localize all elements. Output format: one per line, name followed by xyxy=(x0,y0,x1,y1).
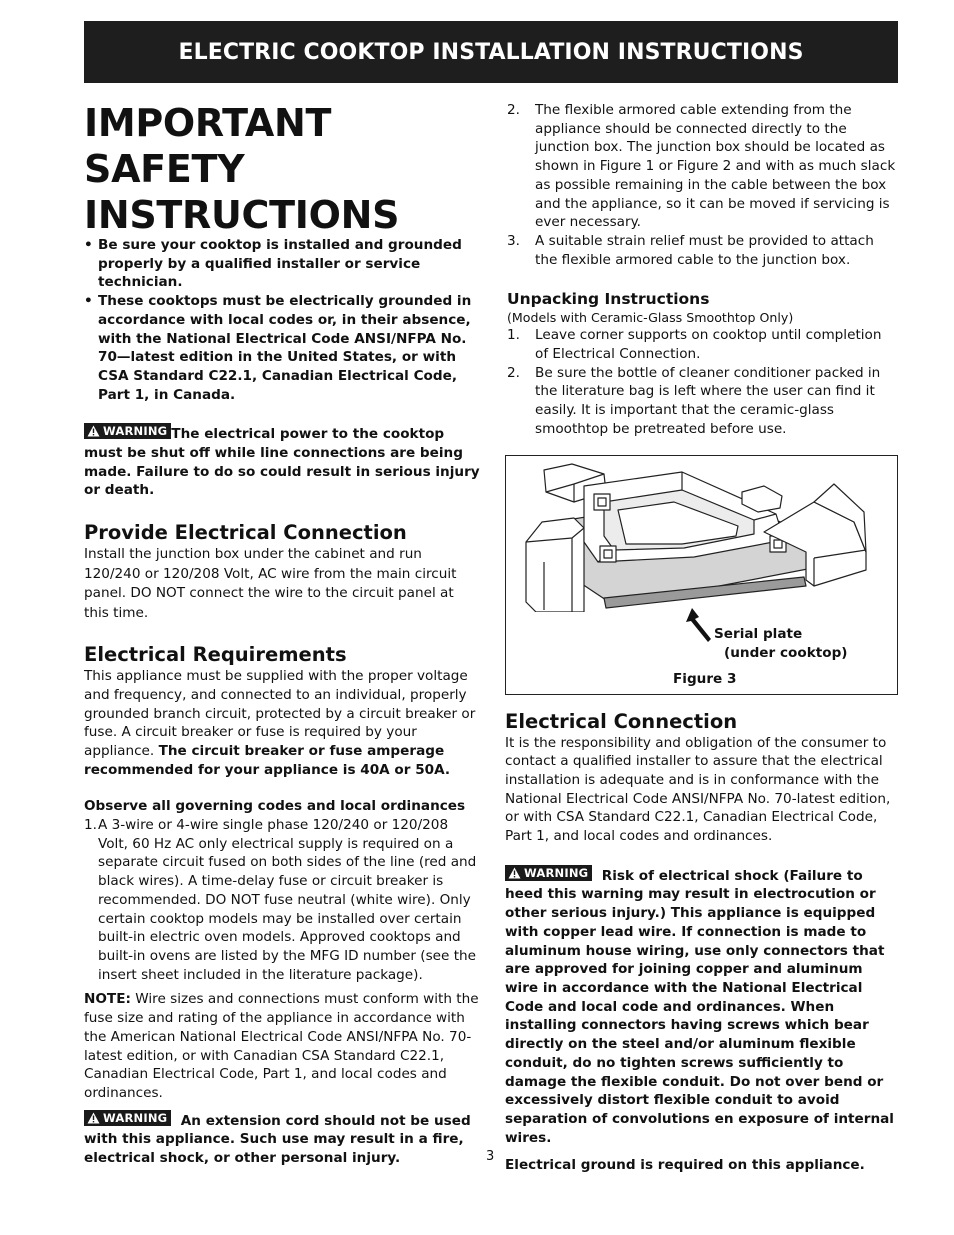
list-item: 2. The flexible armored cable extending from the appliance should be connected directly to the junction box. The junction box should be located as shown in Figure 1 or Figure 2 and with as much slack as possible remaining in the cable between the box and the appliance, so it can be moved if servicing is ever necessary. xyxy=(507,102,896,231)
cooktop-packaging-illustration xyxy=(514,462,890,612)
warning-triangle-icon xyxy=(508,867,521,879)
requirements-body: This appliance must be supplied with the proper voltage and frequency, and connected to an individual, properly grounded branch circuit, protected by a circuit breaker or fuse. A circuit breaker or fuse is required by your appliance. The circuit breaker or fuse amperage recommended for your appliance is 40A or 50A. xyxy=(84,668,476,778)
cable-list xyxy=(505,101,898,269)
list-item: 1. Leave corner supports on cooktop until completion of Electrical Connection. xyxy=(507,327,882,363)
shock-warning: WARNING Risk of electrical shock (Failure to heed this warning may result in electrocution or other serious injury.) This appliance is equipped with copper lead wire. If connection is made to aluminum house wiring, use only connectors that are approved for joining copper and aluminum wire in accordance with the National Electrical Code and local code and ordinances. When installing connectors having screws which bear directly on the steel and/or aluminum flexible conduit, do no tighten screws sufficiently to damage the flexible conduit. Do not over bend or excessively distort flexible conduit to avoid separation of convolutions en exposure of internal wires. xyxy=(505,865,894,1146)
observe-codes-heading: Observe all governing codes and local ordinances xyxy=(84,798,466,815)
unpacking-list xyxy=(505,326,898,438)
list-item: 1. A 3-wire or 4-wire single phase 120/240 or 120/208 Volt, 60 Hz AC only electrical supply is required on a separate circuit fused on both sides of the line (red and black wires). A time-delay fuse or circuit breaker is recommended. DO NOT fuse neutral (white wire). Only certain cooktop models may be installed over certain built-in electric oven models. Approved cooktops and built-in ovens are listed by the MFG ID number (see the insert sheet included in the literature package). xyxy=(84,817,477,983)
warning-badge: WARNING xyxy=(505,865,592,881)
callout-arrow-icon xyxy=(684,606,714,644)
left-column xyxy=(84,100,482,1168)
safety-bullets xyxy=(84,236,482,404)
power-warning: WARNING The electrical power to the cooktop must be shut off while line connections are being made. Failure to do so could result in serious injury or death. xyxy=(84,424,480,499)
header-title: ELECTRIC COOKTOP INSTALLATION INSTRUCTIONS xyxy=(178,39,804,65)
warning-badge: WARNING xyxy=(84,423,171,439)
right-column xyxy=(505,101,898,1175)
page-number: 3 xyxy=(486,1149,495,1164)
header-bar xyxy=(84,21,898,83)
ground-note: Electrical ground is required on this appliance. xyxy=(505,1157,865,1174)
page-title: IMPORTANT SAFETY INSTRUCTIONS xyxy=(84,101,400,237)
warning-badge: WARNING xyxy=(84,1110,171,1126)
figure-callout-line1: Serial plate xyxy=(714,625,803,642)
figure-callout-line2: (under cooktop) xyxy=(724,644,848,661)
figure-caption: Figure 3 xyxy=(673,670,737,687)
section-heading-unpacking: Unpacking Instructions xyxy=(507,290,710,309)
electrical-connection-body: It is the responsibility and obligation of the consumer to contact a qualified installer to assure that the electrical installation is adequate and is in conformance with the National Electrical Code ANSI/NFPA No. 70-latest edition, or with CSA Standard C22.1, Canadian Electrical Code, Part 1, and local codes and ordinances. xyxy=(505,734,891,845)
note-paragraph: NOTE: Wire sizes and connections must conform with the fuse size and rating of the appliance in accordance with the American National Electrical Code ANSI/NFPA No. 70-latest edition, or with Canadian CSA Standard C22.1, Canadian Electrical Code, Part 1, and local codes and ordinances. xyxy=(84,991,479,1101)
extension-cord-warning: WARNING An extension cord should not be used with this appliance. Such use may result in a fire, electrical shock, or other personal injury. xyxy=(84,1110,471,1167)
section-heading-electrical-requirements: Electrical Requirements xyxy=(84,643,347,667)
list-item: 2. Be sure the bottle of cleaner conditioner packed in the literature bag is left where the user can find it easily. It is important that the ceramic-glass smoothtop be pretreated before use. xyxy=(507,364,881,437)
unpacking-subheading: (Models with Ceramic-Glass Smoothtop Only) xyxy=(507,310,794,326)
figure-3 xyxy=(505,455,898,695)
warning-triangle-icon xyxy=(87,425,100,437)
list-item: • Be sure your cooktop is installed and grounded properly by a qualified installer or service technician. xyxy=(84,236,482,292)
requirements-list xyxy=(84,816,482,984)
warning-triangle-icon xyxy=(87,1112,100,1124)
provide-connection-body: Install the junction box under the cabinet and run 120/240 or 120/208 Volt, AC wire from the main circuit panel. DO NOT connect the wire to the circuit panel at this time. xyxy=(84,546,457,621)
list-item: 3. A suitable strain relief must be provided to attach the flexible armored cable to the junction box. xyxy=(507,232,874,268)
section-heading-provide-connection: Provide Electrical Connection xyxy=(84,521,407,545)
section-heading-electrical-connection: Electrical Connection xyxy=(505,709,738,733)
list-item: • These cooktops must be electrically grounded in accordance with local codes or, in their absence, with the National Electrical Code ANSI/NFPA No. 70—latest edition in the United States, or with CSA Standard C22.1, Canadian Electrical Code, Part 1, in Canada. xyxy=(84,292,482,404)
